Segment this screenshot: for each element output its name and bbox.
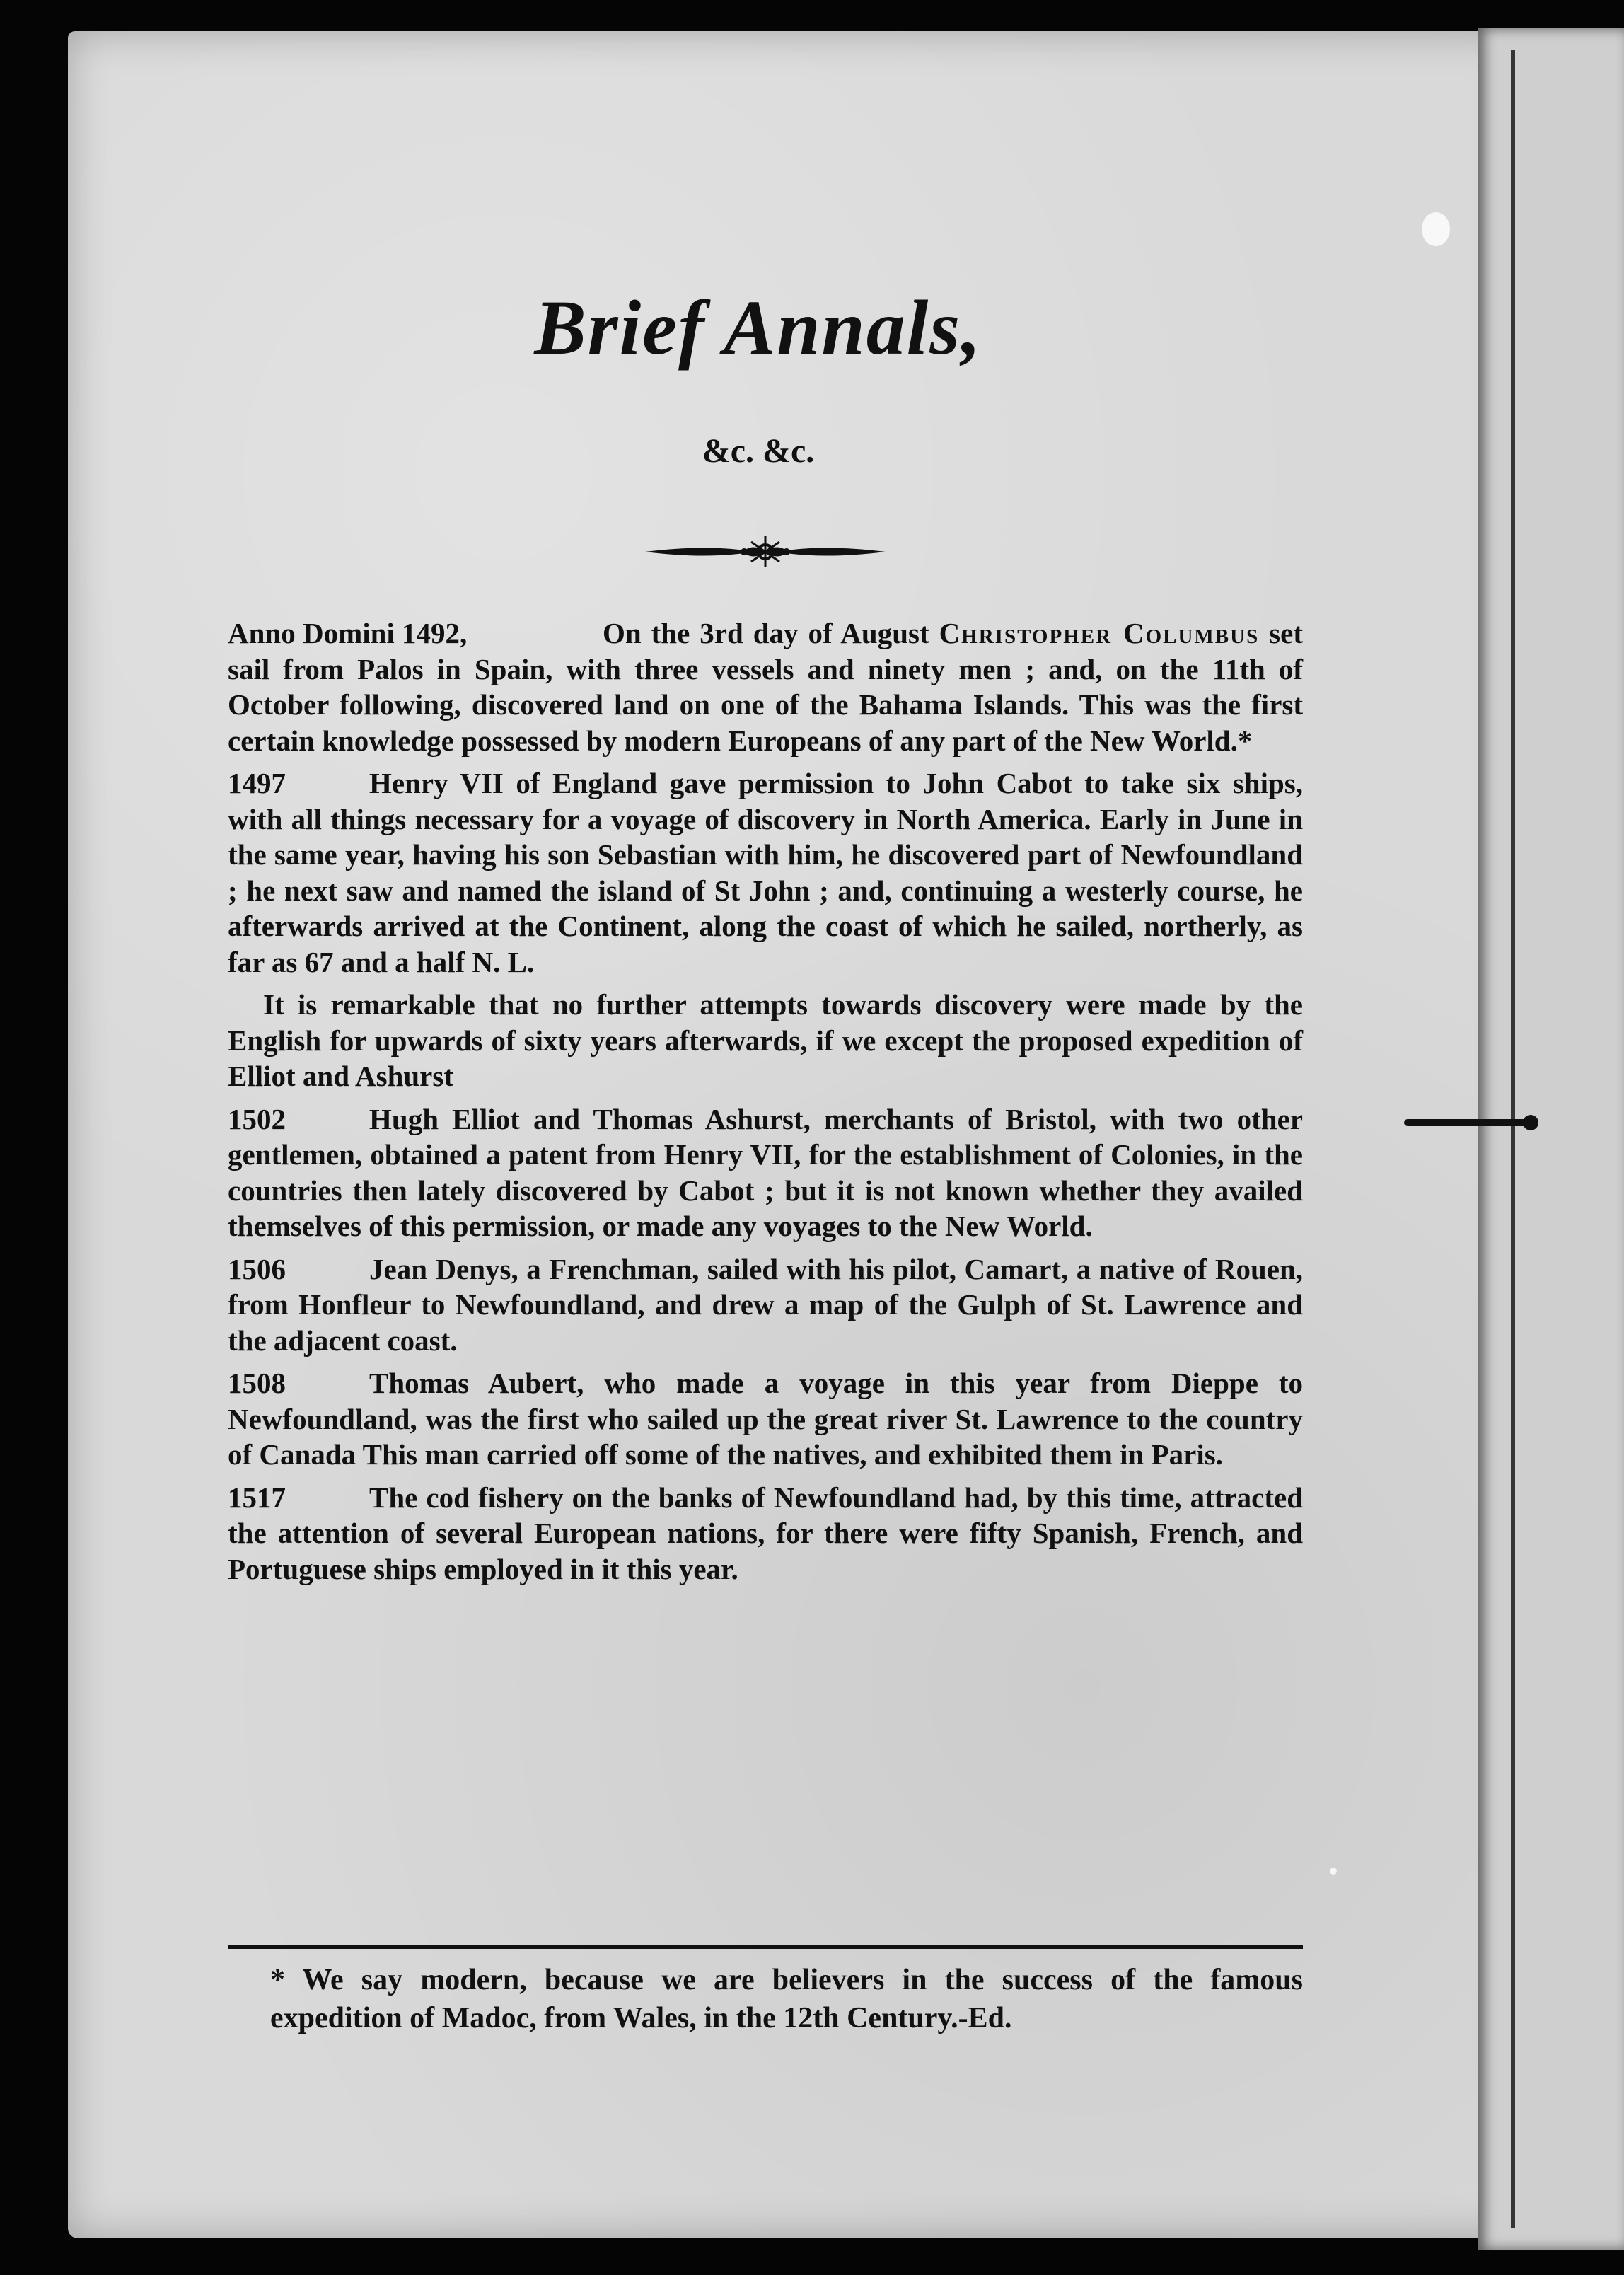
entry-text: The cod fishery on the banks of Newfoundland had, by this time, attracted the attention of several European nations, for there were fifty Spanish, French, and Portuguese ships employed in it this year. <box>228 1481 1303 1585</box>
footnote-rule <box>228 1945 1303 1949</box>
ornament-divider <box>638 523 893 580</box>
entry-person-name: Christopher Columbus <box>939 617 1260 649</box>
entry-text: set sail from Palos in Spain, with three vessels and ninety men ; and, on the 11th of October following, discovered land on one of the Bahama Islands. This was the first certain knowledge possessed by modern Europeans of any part of the New World.* <box>228 617 1303 757</box>
entry-year: 1508 <box>228 1367 286 1399</box>
annal-entry-1508 <box>228 1365 1303 1473</box>
annal-remark <box>228 987 1303 1094</box>
entry-year: 1506 <box>228 1252 286 1285</box>
footnote <box>228 1961 1303 2037</box>
remark-text: It is remarkable that no further attempts towards discovery were made by the English for upwards of sixty years afterwards, if we except the proposed expedition of Elliot and Ashurst <box>228 988 1303 1092</box>
annal-entry-1517 <box>228 1480 1303 1587</box>
entry-text: Hugh Elliot and Thomas Ashurst, merchants of Bristol, with two other gentlemen, obtained a patent from Henry VII, for the establishment of Colonies, in the countries then lately discovered by Cabot ; but it is not known whether they availed themselves of this permission, or made any voyages to the New World. <box>228 1102 1303 1242</box>
entry-year: 1497 <box>228 767 286 799</box>
adjacent-page-edge <box>1478 28 1624 2250</box>
footnote-text: * We say modern, because we are believers in the success of the famous expedition of Madoc, from Wales, in the 12th Century.-Ed. <box>270 1964 1303 2034</box>
entry-text-lead: On the 3rd day of August <box>603 617 939 649</box>
binding-stitch <box>1404 1119 1538 1126</box>
entry-text: Jean Denys, a Frenchman, sailed with his pilot, Camart, a native of Rouen, from Honfleur to Newfoundland, and drew a map of the Gulph of St. Lawrence and the adjacent coast. <box>228 1252 1303 1357</box>
annal-entry-1502 <box>228 1101 1303 1244</box>
page-title: Brief Annals, <box>534 284 982 371</box>
annals-list <box>228 615 1303 1594</box>
entry-text: Henry VII of England gave permission to John Cabot to take six ships, with all things necessary for a voyage of discovery in North America. Early in June in the same year, having his son Sebastian with him, he discovered part of Newfoundland ; he next saw and named the island of St John ; and, continuing a westerly course, he afterwards arrived at the Continent, along the coast of which he sailed, northerly, as far as 67 and a half N. L. <box>228 767 1303 978</box>
entry-text: Thomas Aubert, who made a voyage in this year from Dieppe to Newfoundland, was the first who sailed up the great river St. Lawrence to the country of Canada This man carried off some of the natives, and exhibited them in Paris. <box>228 1367 1303 1471</box>
annal-entry-1497 <box>228 765 1303 980</box>
entry-year: Anno Domini 1492, <box>228 617 468 649</box>
entry-year: 1517 <box>228 1481 286 1514</box>
binding-fold <box>1511 50 1515 2228</box>
page-subtitle: &c. &c. <box>702 432 815 470</box>
entry-year: 1502 <box>228 1102 286 1135</box>
annal-entry-1492 <box>228 615 1303 758</box>
annal-entry-1506 <box>228 1251 1303 1359</box>
